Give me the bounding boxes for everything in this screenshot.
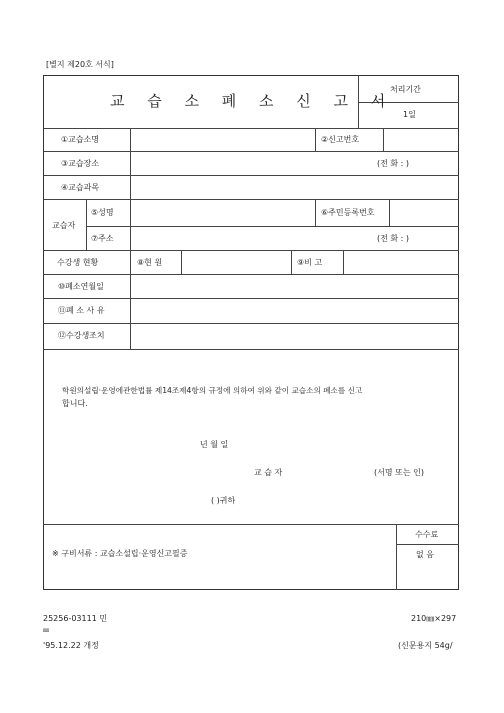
subjects-label: ④교습과목 [61,183,100,192]
student-measures-field[interactable] [131,324,458,348]
footer-code: 25256-03111 민 [43,614,108,623]
current-field[interactable] [182,251,290,273]
revision-date: '95.12.22 개정 [43,641,99,650]
statement-line-1: 학원의설립·운영에관한법률 제14조제4항의 규정에 의하여 위와 같이 교습소의 폐소를 신고 [62,386,363,395]
signature-note: (서명 또는 인) [374,468,424,477]
closure-date-field[interactable] [131,275,458,297]
remarks-label: ⑨비 고 [297,258,323,267]
location-phone-label: (전 화 : ) [377,159,410,168]
school-name-label: ①교습소명 [61,135,100,144]
form-title: 교 습 소 폐 소 신 고 서 [110,92,395,110]
processing-period-label: 처리기간 [390,85,421,94]
student-measures-label: ⑫수강생조치 [58,331,105,340]
closure-date-label: ⑩폐소연월일 [58,282,104,291]
instructor-label: 교습자 [52,221,76,230]
school-name-field[interactable] [131,129,314,150]
closure-reason-label: ⑪폐 소 사 유 [58,306,105,315]
addressee: ( )귀하 [211,496,236,505]
current-label: ⑧현 원 [137,258,163,267]
remarks-field[interactable] [344,251,458,273]
report-number-field[interactable] [384,129,458,150]
address-label: ⑦주소 [91,234,114,243]
location-label: ③교습장소 [61,159,100,168]
date-line: 년 월 일 [200,440,229,449]
report-number-label: ②신고번호 [321,135,360,144]
student-status-label: 수강생 현황 [57,258,99,267]
fee-value: 없 음 [416,550,434,559]
paper-size: 210㎜×297 [411,614,457,623]
name-field[interactable] [131,200,314,225]
resident-number-field[interactable] [390,200,458,225]
subjects-field[interactable] [131,176,458,198]
processing-period-value: 1일 [403,110,416,119]
fee-label: 수수료 [415,530,439,539]
location-field[interactable] [131,152,371,174]
applicant-label: 교 습 자 [254,468,283,477]
statement-line-2: 합니다. [62,399,88,408]
address-phone-label: (전 화 : ) [377,234,410,243]
closure-reason-field[interactable] [131,299,458,322]
footer-code-sub: ㎜ [43,627,50,634]
address-field[interactable] [131,227,371,249]
attachments-note: ※ 구비서류 : 교습소설립·운영신고필증 [52,549,188,558]
name-label: ⑤성명 [91,208,114,217]
paper-type: (신문용지 54g/ [398,641,453,650]
form-number-note: [별지 제20호 서식] [46,60,114,69]
resident-number-label: ⑥주민등록번호 [321,208,375,217]
